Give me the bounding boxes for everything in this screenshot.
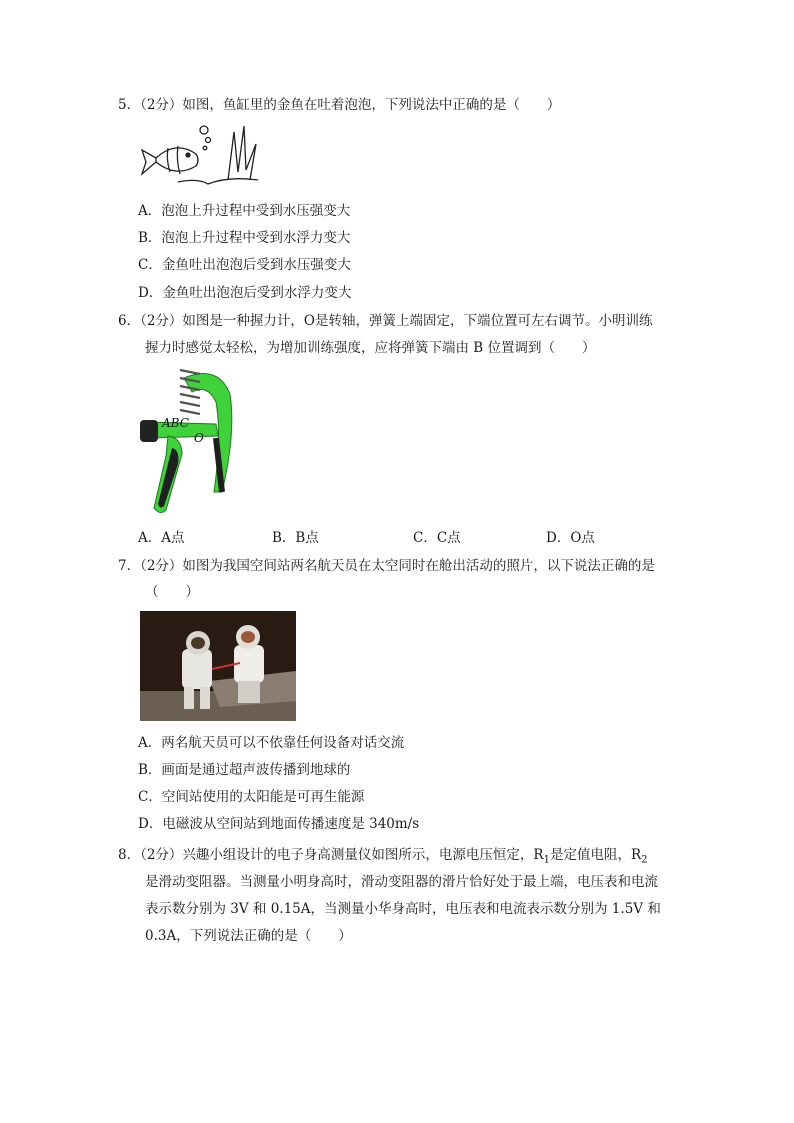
q7-option-c: C．空间站使用的太阳能是可再生能源: [138, 789, 365, 805]
q8-stem-line1: 8．（2分）兴趣小组设计的电子身高测量仪如图所示，电源电压恒定，$R_1$是定值电阻，$R_2$: [118, 847, 648, 866]
q5-option-b: B．泡泡上升过程中受到水浮力变大: [138, 230, 351, 246]
q5-option-c: C．金鱼吐出泡泡后受到水压强变大: [138, 257, 351, 273]
q6-stem-line2: 握力时感觉太轻松，为增加训练强度，应将弹簧下端由 B 位置调到（ ）: [145, 340, 596, 356]
q8-stem-line3: 表示数分别为 3V 和 0.15A，当测量小华身高时，电压表和电流表示数分别为 1.5V 和: [145, 901, 661, 917]
q6-option-a: A．A点: [138, 530, 185, 546]
q6-option-b: B．B点: [272, 530, 319, 546]
abc-label: ABC: [162, 416, 189, 430]
bubble-icon: [200, 126, 208, 134]
q8-stem-line2: 是滑动变阻器。当测量小明身高时，滑动变阻器的滑片恰好处于最上端，电压表和电流: [145, 874, 658, 890]
q7-option-a: A．两名航天员可以不依靠任何设备对话交流: [138, 735, 405, 751]
astronaut-photo: [140, 611, 296, 721]
q7-stem-line1: 7．（2分）如图为我国空间站两名航天员在太空同时在舱出活动的照片，以下说法正确的是: [118, 558, 655, 574]
q7-option-b: B．画面是通过超声波传播到地球的: [138, 762, 351, 778]
q7-stem-line2: （ ）: [145, 584, 199, 600]
q6-option-d: D．O点: [546, 530, 595, 546]
hand-grip-figure: [138, 364, 238, 516]
q8-stem-line4: 0.3A，下列说法正确的是（ ）: [145, 928, 352, 944]
q5-option-a: A．泡泡上升过程中受到水压强变大: [138, 203, 351, 219]
q6-stem-line1: 6．（2分）如图是一种握力计，O是转轴，弹簧上端固定，下端位置可左右调节。小明训练: [118, 313, 653, 329]
q5-option-d: D．金鱼吐出泡泡后受到水浮力变大: [138, 285, 352, 301]
o-label: O: [194, 431, 204, 445]
q6-option-c: C．C点: [413, 530, 461, 546]
q5-stem: 5．（2分）如图，鱼缸里的金鱼在吐着泡泡，下列说法中正确的是（ ）: [118, 97, 561, 113]
goldfish-figure: [138, 122, 268, 192]
q7-option-d: D．电磁波从空间站到地面传播速度是 340m/s: [138, 816, 420, 832]
